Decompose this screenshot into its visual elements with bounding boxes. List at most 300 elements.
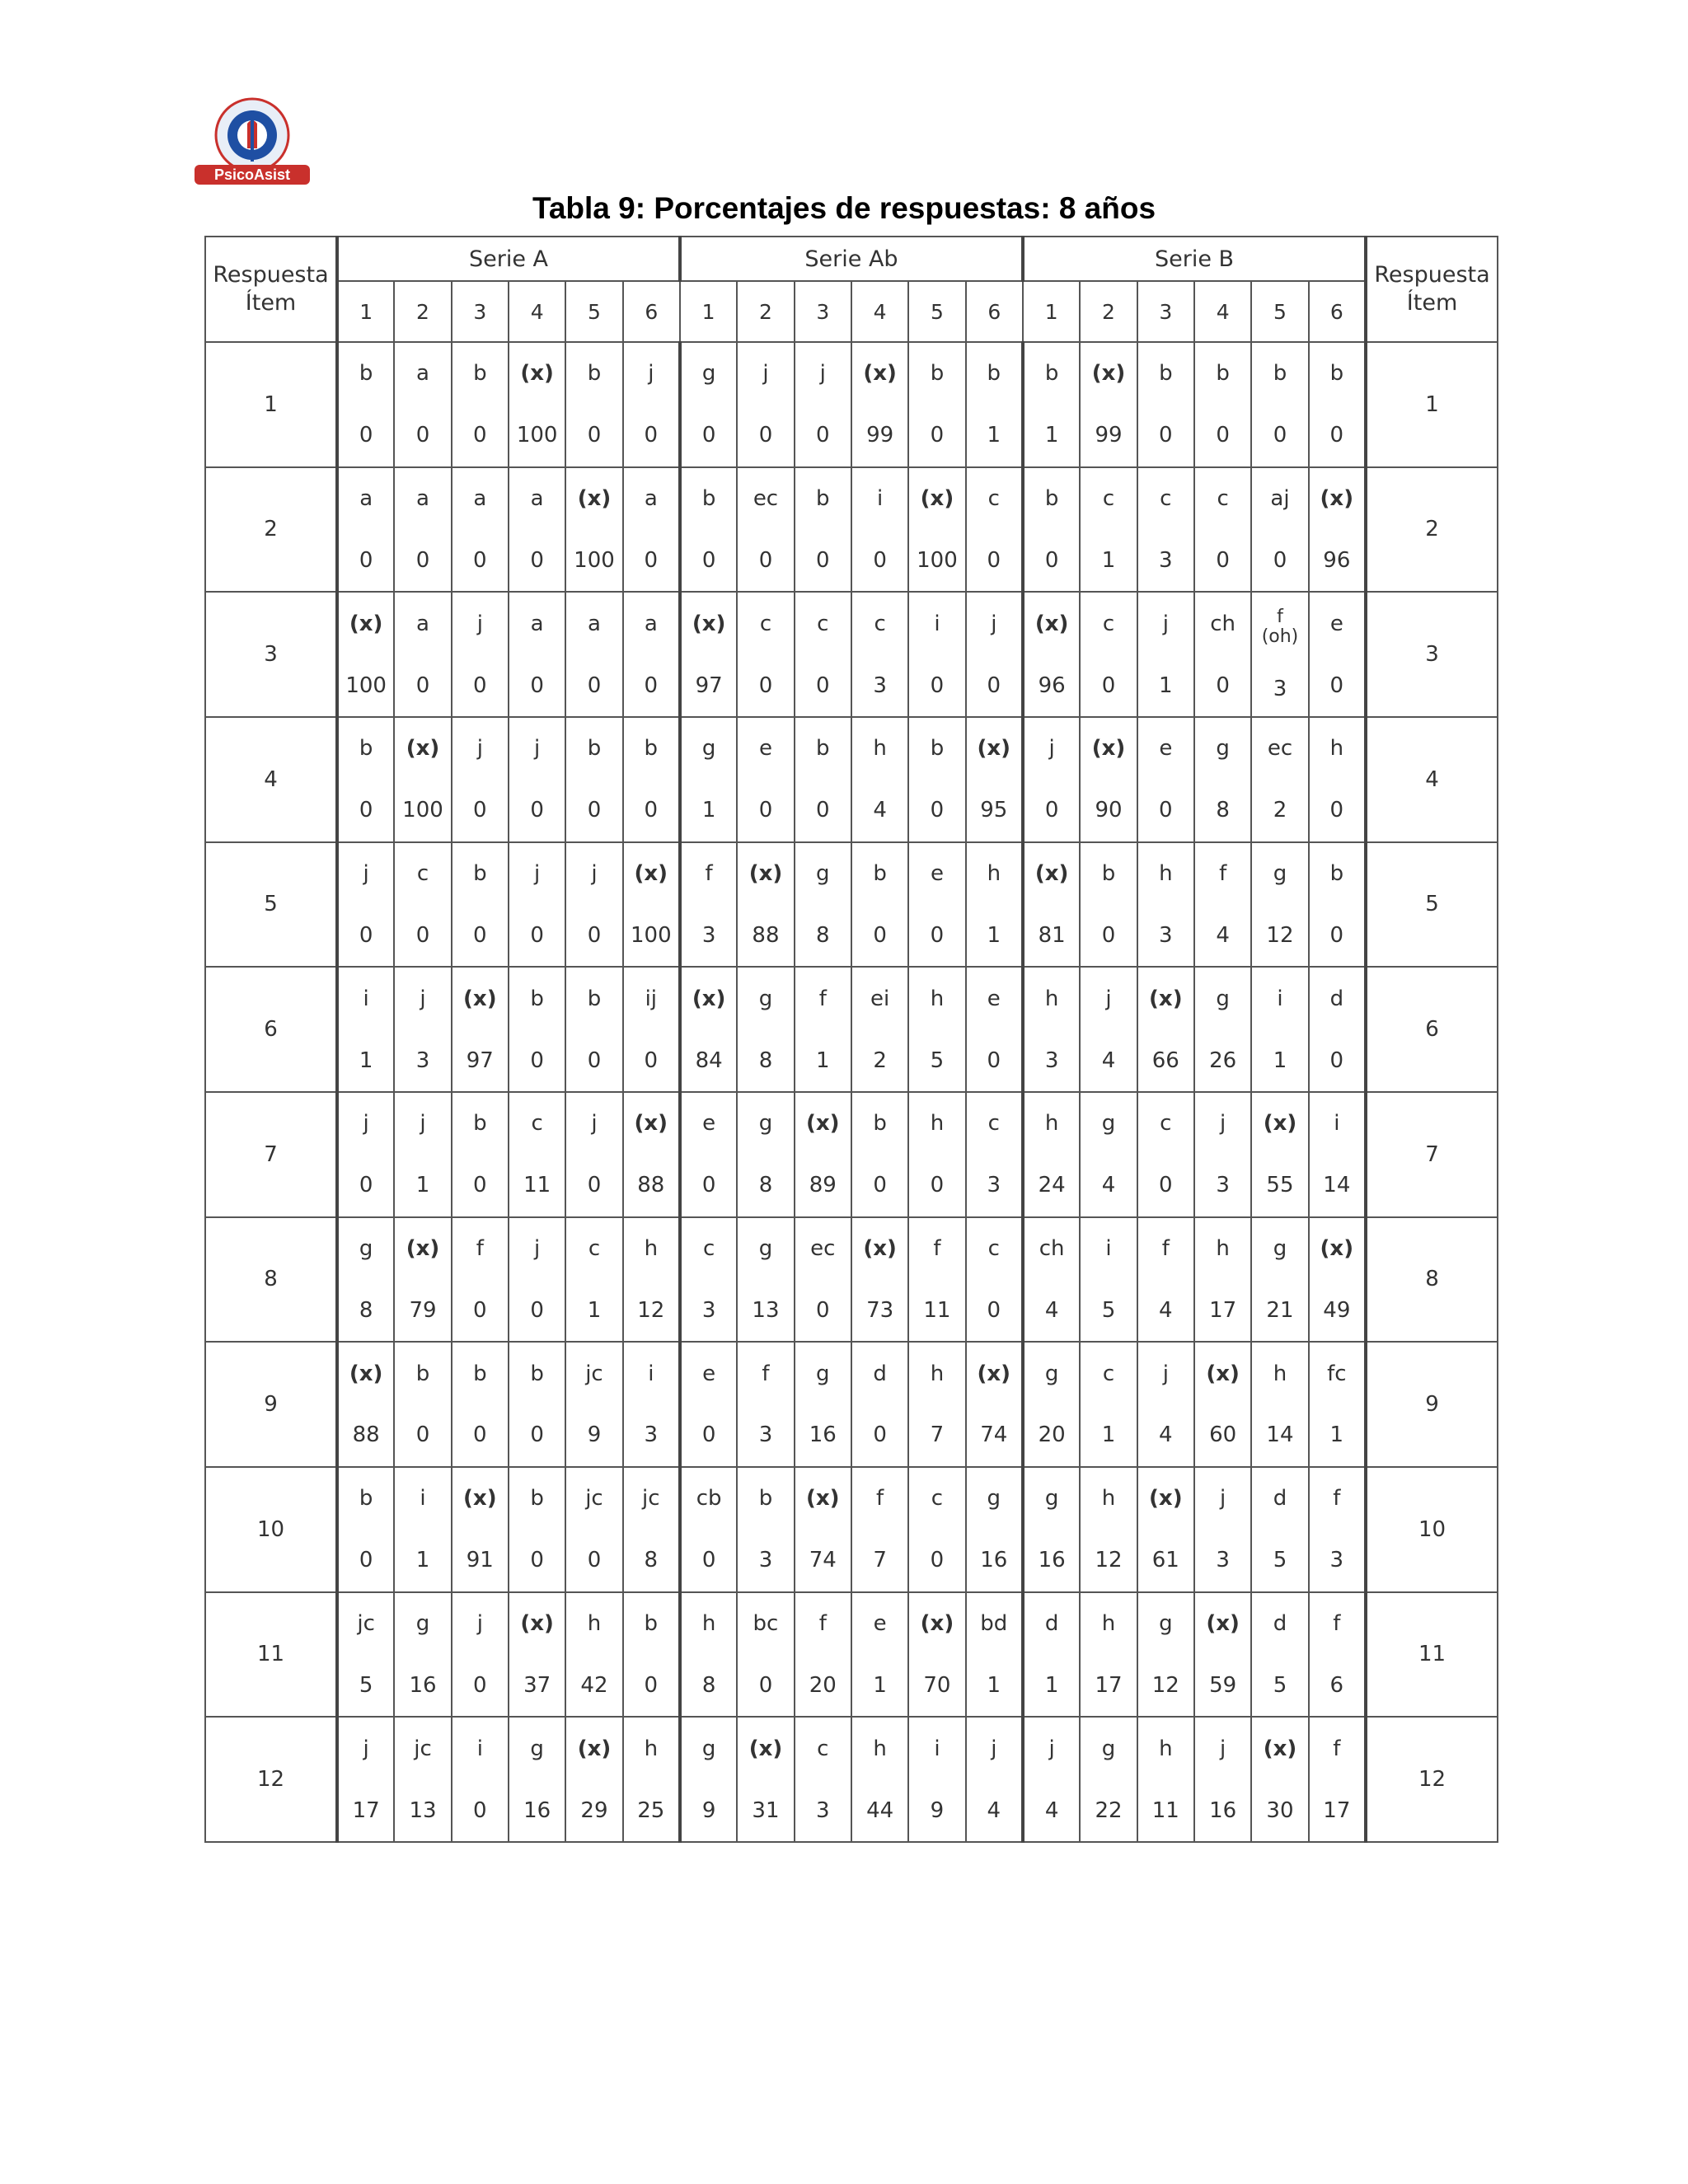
response-cell [1137,1092,1194,1217]
response-cell [851,1717,908,1842]
response-percentage: 89 [809,1173,837,1198]
response-option: (x) [577,1736,612,1761]
response-option: j [1162,1361,1169,1386]
response-cell [1023,967,1080,1092]
response-option: h [701,1610,716,1636]
response-option: e [1159,736,1173,762]
response-percentage: 4 [1044,1297,1059,1323]
response-option: i [363,986,369,1011]
response-option: g [530,1736,544,1761]
response-percentage: 0 [1044,798,1059,823]
response-option: d [1273,1610,1287,1636]
response-cell [1023,467,1080,593]
response-percentage: 0 [701,423,716,448]
response-percentage: 16 [523,1797,551,1823]
response-percentage: 0 [530,1297,544,1323]
response-option: b [644,1610,659,1636]
response-percentage: 0 [473,423,487,448]
response-cell [1251,842,1308,968]
response-percentage: 0 [415,1422,430,1448]
response-option: b [359,1486,373,1511]
serie-b-header: Serie B [1023,237,1366,281]
response-percentage: 0 [644,423,659,448]
response-option: f [1219,861,1227,887]
response-percentage: 17 [1209,1297,1237,1323]
response-percentage: 3 [1159,547,1173,573]
response-cell [623,1092,680,1217]
response-option: b [873,1111,887,1137]
response-option: (x) [577,486,612,512]
response-cell [1251,1217,1308,1343]
response-option: (x) [1206,1361,1240,1386]
response-cell [851,717,908,842]
response-option: (x) [1034,611,1069,636]
response-cell [851,967,908,1092]
response-option: h [1101,1486,1116,1511]
response-option: b [1273,361,1287,387]
response-option: b [473,1111,487,1137]
response-option: b [530,1361,544,1386]
response-cell [1309,1217,1366,1343]
response-cell [1080,842,1137,968]
column-number: 5 [908,281,965,342]
response-option: d [1329,986,1344,1011]
response-percentage: 8 [758,1173,773,1198]
response-cell [509,467,565,593]
response-cell [1309,1342,1366,1467]
response-option: e [702,1361,716,1386]
response-cell [908,1717,965,1842]
response-percentage: 3 [987,1173,1001,1198]
response-percentage: 100 [516,423,558,448]
response-percentage: 1 [1273,1047,1287,1073]
response-percentage: 4 [987,1797,1001,1823]
psicoasist-logo [185,92,316,191]
column-number: 2 [1080,281,1137,342]
response-percentage: 11 [523,1173,551,1198]
response-option: c [1102,486,1115,512]
response-percentage: 0 [473,1297,487,1323]
response-option: f [933,1236,941,1261]
response-option: f [818,986,827,1011]
response-option: a [530,486,544,512]
response-option: j [363,1736,369,1761]
response-cell [337,1092,394,1217]
response-option: f (oh) [1261,607,1299,648]
response-cell [680,842,737,968]
response-cell [1251,1467,1308,1592]
response-option: (x) [977,1361,1011,1386]
response-percentage: 44 [866,1797,894,1823]
response-percentage: 4 [1101,1173,1116,1198]
response-option: g [1216,986,1230,1011]
response-option: i [648,1361,654,1386]
response-option: f [1333,1486,1341,1511]
response-option: (x) [406,1236,440,1261]
response-option: ei [870,986,890,1011]
response-percentage: 3 [1044,1047,1059,1073]
response-percentage: 0 [701,547,716,573]
response-cell [680,467,737,593]
item-number-right: 12 [1366,1717,1498,1842]
response-cell [966,592,1023,717]
response-percentage: 0 [415,673,430,698]
response-cell [795,842,851,968]
response-cell [1023,1717,1080,1842]
response-percentage: 0 [758,798,773,823]
response-percentage: 0 [530,547,544,573]
response-cell [680,342,737,467]
response-cell [623,342,680,467]
response-cell [1309,592,1366,717]
response-cell [1309,467,1366,593]
response-percentage: 0 [644,1672,659,1698]
response-percentage: 1 [1044,423,1059,448]
response-cell [1080,1217,1137,1343]
response-percentage: 3 [1216,1173,1230,1198]
response-percentage: 0 [587,1548,602,1573]
response-option: f [876,1486,884,1511]
response-cell [737,842,794,968]
response-cell [795,1592,851,1718]
response-option: b [1044,361,1059,387]
response-cell [908,1342,965,1467]
response-cell [795,717,851,842]
response-option: f [762,1361,770,1386]
response-percentage: 7 [873,1548,887,1573]
response-option: c [931,1486,944,1511]
response-option: (x) [748,1736,783,1761]
response-percentage: 0 [1273,423,1287,448]
response-percentage: 0 [873,922,887,948]
response-option: (x) [1149,986,1183,1011]
response-option: a [644,486,658,512]
response-cell [1251,1717,1308,1842]
response-cell [1080,342,1137,467]
response-option: j [648,361,654,387]
column-number: 5 [565,281,622,342]
serie-ab-header: Serie Ab [680,237,1023,281]
response-cell [509,967,565,1092]
response-cell [1194,1092,1251,1217]
response-percentage: 4 [1216,922,1230,948]
response-cell [1137,842,1194,968]
response-cell [680,1342,737,1467]
response-percentage: 3 [701,922,716,948]
response-percentage: 3 [1159,922,1173,948]
response-cell [851,1217,908,1343]
response-percentage: 30 [1266,1797,1294,1823]
response-option: b [987,361,1001,387]
response-cell [565,1342,622,1467]
response-percentage-table [204,236,1497,1843]
response-percentage: 96 [1038,673,1066,698]
response-cell [1309,967,1366,1092]
response-percentage: 17 [1095,1672,1123,1698]
response-percentage: 1 [359,1047,373,1073]
response-option: j [476,611,483,636]
response-option: jc [414,1736,432,1761]
response-option: a [644,611,658,636]
response-option: a [359,486,373,512]
response-percentage: 17 [1323,1797,1351,1823]
response-cell [394,967,451,1092]
response-option: (x) [1320,486,1354,512]
response-percentage: 7 [930,1422,945,1448]
response-option: j [363,861,369,887]
response-option: c [874,611,886,636]
response-cell [623,1592,680,1718]
response-percentage: 0 [359,1173,373,1198]
response-cell [680,1717,737,1842]
response-percentage: 0 [359,1548,373,1573]
response-option: h [587,1610,602,1636]
response-option: b [473,1361,487,1386]
response-percentage: 13 [409,1797,437,1823]
response-percentage: 100 [345,673,387,698]
response-percentage: 0 [1329,798,1344,823]
response-option: ch [1039,1236,1065,1261]
response-percentage: 2 [1273,798,1287,823]
response-option: j [1220,1486,1226,1511]
response-percentage: 100 [630,922,672,948]
response-option: g [1159,1610,1173,1636]
response-percentage: 88 [637,1173,665,1198]
item-number-right: 4 [1366,717,1498,842]
response-percentage: 1 [1101,1422,1116,1448]
response-percentage: 0 [473,798,487,823]
response-percentage: 0 [1329,1047,1344,1073]
table-row [205,717,1498,842]
response-option: i [1334,1111,1340,1137]
response-percentage: 0 [930,922,945,948]
response-option: g [1101,1111,1116,1137]
response-cell [737,717,794,842]
response-cell [737,1592,794,1718]
response-cell [1251,717,1308,842]
response-option: j [991,1736,997,1761]
response-cell [851,467,908,593]
response-option: b [873,861,887,887]
response-cell [394,717,451,842]
response-option: e [930,861,944,887]
response-option: g [1273,861,1287,887]
response-percentage: 0 [701,1422,716,1448]
response-cell [452,1717,509,1842]
response-cell [966,467,1023,593]
response-cell [565,467,622,593]
response-percentage: 99 [866,423,894,448]
response-percentage: 29 [580,1797,608,1823]
right-header-respuesta-item: Respuesta Ítem [1366,237,1498,342]
response-cell [509,1717,565,1842]
response-option: ec [810,1236,836,1261]
response-cell [680,1092,737,1217]
response-option: j [534,736,541,762]
response-option: b [1044,486,1059,512]
response-option: h [1159,1736,1173,1761]
response-percentage: 0 [1329,673,1344,698]
response-percentage: 3 [644,1422,659,1448]
response-option: j [420,986,426,1011]
response-cell [908,592,965,717]
response-percentage: 1 [1329,1422,1344,1448]
response-cell [1309,1717,1366,1842]
response-option: h [1044,986,1059,1011]
response-cell [394,342,451,467]
response-option: b [1329,861,1344,887]
item-number-right: 9 [1366,1342,1498,1467]
response-percentage: 0 [1159,423,1173,448]
response-percentage: 0 [987,1297,1001,1323]
response-option: a [473,486,487,512]
response-option: (x) [806,1111,840,1137]
response-cell [966,1342,1023,1467]
response-cell [1194,842,1251,968]
response-option: ch [1210,611,1236,636]
response-cell [1137,967,1194,1092]
response-cell [737,1092,794,1217]
response-percentage: 22 [1095,1797,1123,1823]
response-option: b [1159,361,1173,387]
response-percentage: 88 [352,1422,380,1448]
response-option: i [934,1736,940,1761]
response-option: b [587,361,602,387]
response-option: f [476,1236,484,1261]
response-percentage: 0 [530,1548,544,1573]
response-cell [1137,1467,1194,1592]
response-option: (x) [1206,1610,1240,1636]
response-cell [623,1342,680,1467]
response-cell [394,467,451,593]
response-cell [1194,1467,1251,1592]
response-option: d [1273,1486,1287,1511]
response-cell [908,967,965,1092]
response-cell [851,1342,908,1467]
response-option: ij [645,986,658,1011]
response-percentage: 0 [473,1797,487,1823]
response-cell [680,592,737,717]
response-percentage: 4 [873,798,887,823]
response-cell [509,1592,565,1718]
response-cell [966,342,1023,467]
response-percentage: 49 [1323,1297,1351,1323]
response-cell [623,592,680,717]
response-percentage: 8 [359,1297,373,1323]
response-percentage: 1 [1159,673,1173,698]
response-cell [1080,1592,1137,1718]
response-option: (x) [634,1111,668,1137]
response-percentage: 0 [587,673,602,698]
response-cell [565,342,622,467]
item-number-left: 4 [205,717,337,842]
response-cell [966,842,1023,968]
response-cell [1251,1592,1308,1718]
response-percentage: 3 [701,1297,716,1323]
response-cell [394,1717,451,1842]
response-cell [1023,342,1080,467]
response-option: (x) [1149,1486,1183,1511]
response-percentage: 16 [809,1422,837,1448]
response-option: b [359,361,373,387]
response-percentage: 5 [1273,1548,1287,1573]
response-option: (x) [920,486,954,512]
response-cell [1309,1592,1366,1718]
response-option: (x) [863,1236,897,1261]
response-percentage: 0 [1329,423,1344,448]
response-option: j [363,1111,369,1137]
item-number-left: 10 [205,1467,337,1592]
response-option: f [1333,1610,1341,1636]
response-cell [509,1342,565,1467]
response-percentage: 99 [1095,423,1123,448]
response-option: g [701,361,716,387]
response-cell [337,1467,394,1592]
response-option: jc [357,1610,375,1636]
response-cell [565,842,622,968]
response-option: i [934,611,940,636]
response-cell [795,592,851,717]
response-option: fc [1327,1361,1347,1386]
response-option: h [930,1111,945,1137]
response-cell [851,592,908,717]
response-option: b [1329,361,1344,387]
response-option: (x) [806,1486,840,1511]
response-cell [908,1092,965,1217]
response-option: (x) [1263,1736,1297,1761]
response-percentage: 1 [587,1297,602,1323]
response-option: e [758,736,772,762]
response-cell [509,1217,565,1343]
response-percentage: 13 [752,1297,780,1323]
svg-text:PsicoAsist: PsicoAsist [213,166,291,183]
response-option: (x) [748,861,783,887]
response-cell [1080,1717,1137,1842]
response-cell [509,1467,565,1592]
response-option: c [1160,486,1172,512]
response-option: c [987,1111,1000,1137]
response-cell [452,717,509,842]
response-percentage: 0 [415,423,430,448]
response-cell [680,717,737,842]
response-option: i [476,1736,483,1761]
response-percentage: 81 [1038,922,1066,948]
response-percentage: 14 [1266,1422,1294,1448]
response-percentage: 74 [809,1548,837,1573]
response-option: j [534,1236,541,1261]
response-percentage: 5 [359,1672,373,1698]
response-percentage: 16 [409,1672,437,1698]
response-option: a [416,611,429,636]
response-percentage: 0 [701,1548,716,1573]
response-percentage: 59 [1209,1672,1237,1698]
response-percentage: 0 [816,547,830,573]
page-title: Tabla 9: Porcentajes de respuestas: 8 años [532,191,1156,225]
table-row [205,592,1498,717]
response-option: j [476,1610,483,1636]
response-cell [680,1467,737,1592]
response-cell [337,592,394,717]
response-option: h [873,1736,887,1761]
response-option: b [1216,361,1230,387]
response-percentage: 0 [473,1672,487,1698]
response-percentage: 1 [816,1047,830,1073]
response-option: f [818,1610,827,1636]
response-cell [1137,1217,1194,1343]
column-number: 4 [1194,281,1251,342]
response-cell [337,1717,394,1842]
response-option: a [530,611,544,636]
